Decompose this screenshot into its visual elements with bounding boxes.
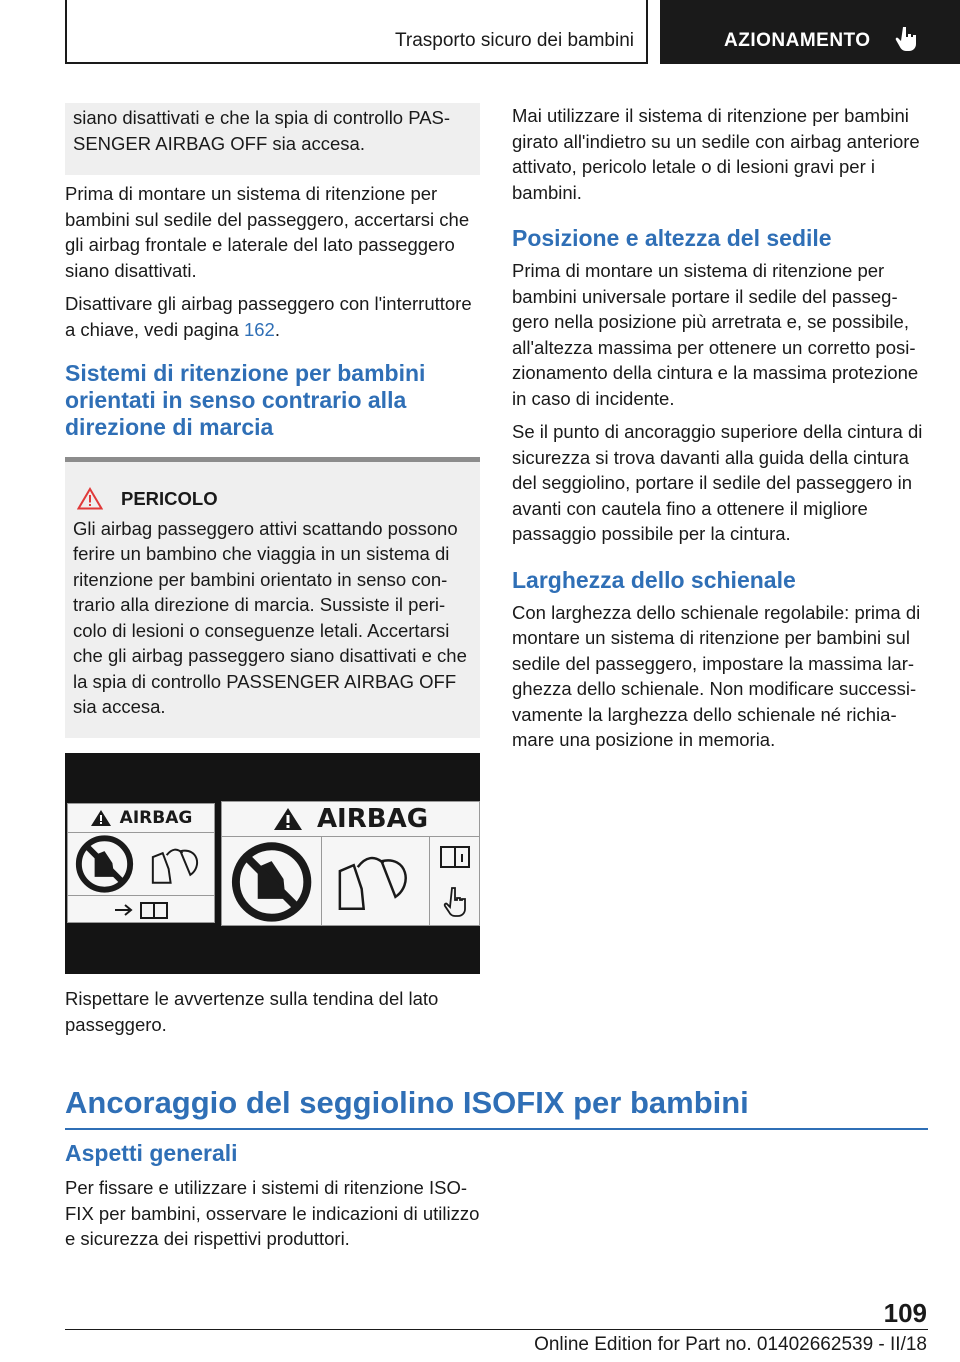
page-link[interactable]: 162 [243, 318, 275, 340]
footer-divider [65, 1329, 928, 1330]
carryover-note [65, 103, 480, 175]
section-title[interactable]: AZIONAMENTO [724, 30, 871, 51]
header-section-box [660, 0, 960, 64]
airbag-label-photo [65, 753, 480, 974]
section-heading: Larghezza dello schienale [512, 566, 796, 593]
warning-icon [273, 807, 303, 831]
danger-warning-box [65, 457, 480, 738]
paragraph: Se il punto di ancoraggio superiore della cintura di sicurezza si trova davanti alla guida della cintura del seggiolino, portare il sedile del passeggero in avanti con cautela fino a ottenere il migliore passaggio possibile per la cintura. [512, 421, 923, 544]
right-column-text [512, 103, 928, 761]
manual-book-icon [439, 845, 471, 869]
warning-triangle-icon [77, 487, 103, 510]
airbag-label-small: AIRBAG [67, 803, 215, 923]
left-column-text [65, 181, 480, 441]
paragraph: Per fissare e utilizzare i sistemi di ritenzione ISOFIX per bambini, osservare le indicazioni di utilizzo e sicurezza dei rispettivi produttori. [65, 1177, 480, 1249]
no-rear-facing-seat-icon [68, 833, 141, 895]
airbag-label-large: AIRBAG [221, 801, 480, 926]
warning-icon [90, 809, 112, 827]
image-caption: Rispettare le avvertenze sulla tendina del lato passeggero. [65, 988, 439, 1035]
section-heading: Sistemi di ritenzione per bambini orientati in senso contrario alla direzione di marcia [65, 360, 426, 440]
breadcrumb[interactable]: Trasporto sicuro dei bambini [394, 30, 634, 51]
note-text: siano disattivati e che la spia di controllo PASSENGER AIRBAG OFF sia accesa. [73, 107, 451, 154]
airbag-deploy-icon [141, 833, 214, 895]
hand-pointer-icon [892, 24, 922, 54]
manual-reference-icon [111, 900, 171, 920]
finger-point-icon [443, 886, 467, 918]
chapter-heading: Ancoraggio del seggiolino ISOFIX per bambini [65, 1084, 928, 1130]
page-number: 109 [883, 1298, 927, 1328]
paragraph: Prima di montare un sistema di ritenzione per bambini universale portare il sedile del passeggero nella posizione più arretrata e, se possibile, all'altezza massima per ottenere un corretto posizionamento della cintura e la massima protezione in caso di incidente. [512, 260, 919, 409]
paragraph: Con larghezza dello schienale regolabile: prima di montare un sistema di ritenzione per bambini sul sedile del passeggero, impostare la massima larghezza dello schienale. Non modificare successivamente la larghezza dello schienale né richiamare una posizione in memoria. [512, 601, 921, 750]
airbag-deploy-icon [321, 837, 429, 926]
section-heading: Posizione e altezza del sedile [512, 225, 832, 251]
danger-title: PERICOLO [73, 486, 472, 512]
paragraph-with-link: Disattivare gli airbag passeggero con l'interruttore a chiave, vedi pagina 162. [65, 293, 472, 340]
bottom-section-text [65, 1140, 480, 1260]
paragraph: Prima di montare un sistema di ritenzione per bambini sul sedile del passeggero, accertarsi che gli airbag frontale e laterale del lato passeggero siano disattivati. [65, 183, 470, 281]
paragraph: Mai utilizzare il sistema di ritenzione per bambini girato all'indietro su un sedile con airbag anteriore attivato, pericolo letale o di lesioni gravi per i bambini. [512, 105, 920, 203]
subheading: Aspetti generali [65, 1140, 238, 1166]
no-rear-facing-seat-icon [222, 837, 321, 926]
header-breadcrumb-box [65, 0, 648, 64]
footer-edition: Online Edition for Part no. 01402662539 - II/18 [534, 1334, 927, 1355]
danger-text: Gli airbag passeggero attivi scattando possono ferire un bambino che viaggia in un sistema di ritenzione per bambini orientato in senso contrario alla direzione di marcia. Sussiste il pericolo di lesioni o conseguenze letali. Accertarsi che gli airbag passeggero siano disattivati e che la spia di controllo PASSENGER AIRBAG OFF sia accesa. [73, 517, 467, 717]
